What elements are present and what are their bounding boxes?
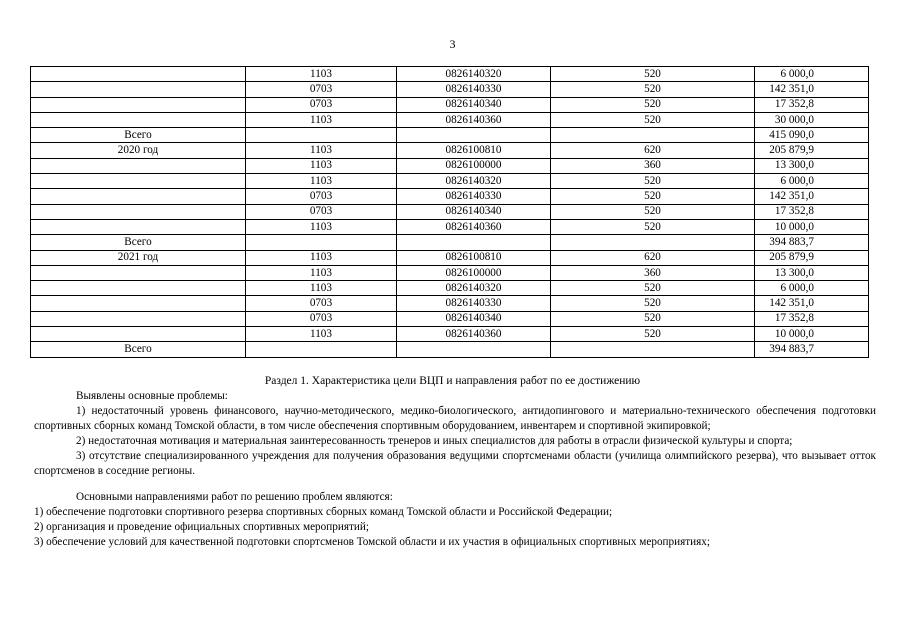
target-item-cell: 0826140320 [397, 174, 551, 189]
expense-type-cell: 520 [551, 204, 755, 219]
year-cell [31, 265, 246, 280]
section-code-cell: 0703 [246, 296, 397, 311]
expense-type-cell: 520 [551, 219, 755, 234]
year-cell [31, 311, 246, 326]
expense-type-cell [551, 235, 755, 250]
target-item-cell: 0826140330 [397, 296, 551, 311]
amount-cell: 17 352,8 [755, 97, 869, 112]
section-code-cell: 0703 [246, 311, 397, 326]
directions-intro: Основными направлениями работ по решению проблем являются: [76, 491, 393, 503]
section-code-cell: 0703 [246, 204, 397, 219]
expense-type-cell: 520 [551, 174, 755, 189]
amount-cell: 13 300,0 [755, 158, 869, 173]
amount-cell: 415 090,0 [755, 128, 869, 143]
amount-cell: 17 352,8 [755, 311, 869, 326]
section-code-cell: 1103 [246, 219, 397, 234]
year-cell [31, 189, 246, 204]
expense-type-cell: 520 [551, 97, 755, 112]
section-code-cell: 1103 [246, 158, 397, 173]
year-cell [31, 97, 246, 112]
year-cell [31, 219, 246, 234]
year-cell [31, 82, 246, 97]
table-row [31, 296, 869, 311]
section-code-cell: 1103 [246, 143, 397, 158]
section-title: Раздел 1. Характеристика цели ВЦП и направления работ по ее достижению [264, 375, 641, 387]
expense-type-cell: 520 [551, 281, 755, 296]
target-item-cell: 0826140340 [397, 311, 551, 326]
expense-type-cell: 620 [551, 143, 755, 158]
amount-cell: 6 000,0 [755, 281, 869, 296]
amount-cell: 142 351,0 [755, 189, 869, 204]
problem-item-2: 2) недостаточная мотивация и материальная заинтересованность тренеров и иных специалистов для работы в отрасли физической культуры и спорта; [76, 435, 793, 447]
target-item-cell: 0826140360 [397, 112, 551, 127]
section-code-cell: 1103 [246, 265, 397, 280]
problem-item-1: 1) недостаточный уровень финансового, научно-методического, медико-биологического, антидопингового и материально-технического обеспечения подготовки спортивных сборных команд Томской области, в том числе обеспечения спортивным оборудованием, инвентарем и спортивной экипировкой; [34, 405, 876, 432]
table-row [31, 265, 869, 280]
table-row [31, 112, 869, 127]
amount-cell: 30 000,0 [755, 112, 869, 127]
amount-cell: 205 879,9 [755, 250, 869, 265]
table-row [31, 67, 869, 82]
expense-type-cell: 520 [551, 67, 755, 82]
direction-item-1: 1) обеспечение подготовки спортивного резерва спортивных сборных команд Томской области и Российской Федерации; [34, 506, 613, 518]
year-cell [31, 112, 246, 127]
section-code-cell: 1103 [246, 327, 397, 342]
year-cell [31, 281, 246, 296]
amount-cell: 10 000,0 [755, 219, 869, 234]
section-code-cell: 1103 [246, 250, 397, 265]
target-item-cell: 0826140320 [397, 281, 551, 296]
direction-item-2: 2) организация и проведение официальных спортивных мероприятий; [34, 521, 369, 533]
table-row [31, 97, 869, 112]
section-code-cell [246, 342, 397, 357]
table-row [31, 235, 869, 250]
section-code-cell: 1103 [246, 67, 397, 82]
target-item-cell: 0826140360 [397, 327, 551, 342]
section-body [34, 389, 876, 550]
table-row [31, 311, 869, 326]
expense-type-cell: 520 [551, 82, 755, 97]
budget-table [30, 66, 869, 358]
target-item-cell [397, 342, 551, 357]
year-cell [31, 174, 246, 189]
section-code-cell: 1103 [246, 174, 397, 189]
expense-type-cell: 520 [551, 311, 755, 326]
year-cell [31, 296, 246, 311]
amount-cell: 13 300,0 [755, 265, 869, 280]
amount-cell: 205 879,9 [755, 143, 869, 158]
target-item-cell: 0826140360 [397, 219, 551, 234]
table-row [31, 342, 869, 357]
table-row [31, 281, 869, 296]
expense-type-cell: 520 [551, 112, 755, 127]
expense-type-cell [551, 128, 755, 143]
expense-type-cell: 360 [551, 158, 755, 173]
year-cell [31, 327, 246, 342]
amount-cell: 17 352,8 [755, 204, 869, 219]
section-code-cell: 1103 [246, 112, 397, 127]
section-code-cell [246, 128, 397, 143]
table-row [31, 158, 869, 173]
year-cell: 2020 год [31, 143, 246, 158]
expense-type-cell: 520 [551, 189, 755, 204]
target-item-cell: 0826100810 [397, 143, 551, 158]
expense-type-cell: 360 [551, 265, 755, 280]
table-row [31, 250, 869, 265]
target-item-cell: 0826140320 [397, 67, 551, 82]
amount-cell: 394 883,7 [755, 342, 869, 357]
section-code-cell: 0703 [246, 189, 397, 204]
section-code-cell: 0703 [246, 97, 397, 112]
year-cell: Всего [31, 342, 246, 357]
table-row [31, 82, 869, 97]
section-code-cell: 0703 [246, 82, 397, 97]
budget-table-body [31, 67, 869, 358]
table-row [31, 128, 869, 143]
expense-type-cell: 620 [551, 250, 755, 265]
target-item-cell: 0826140330 [397, 82, 551, 97]
target-item-cell: 0826140340 [397, 97, 551, 112]
expense-type-cell [551, 342, 755, 357]
expense-type-cell: 520 [551, 327, 755, 342]
problems-intro: Выявлены основные проблемы: [76, 390, 228, 402]
amount-cell: 142 351,0 [755, 296, 869, 311]
amount-cell: 10 000,0 [755, 327, 869, 342]
table-row [31, 189, 869, 204]
target-item-cell: 0826140340 [397, 204, 551, 219]
amount-cell: 6 000,0 [755, 174, 869, 189]
amount-cell: 6 000,0 [755, 67, 869, 82]
amount-cell: 394 883,7 [755, 235, 869, 250]
table-row [31, 174, 869, 189]
year-cell: 2021 год [31, 250, 246, 265]
table-row [31, 204, 869, 219]
table-row [31, 327, 869, 342]
section-code-cell: 1103 [246, 281, 397, 296]
problem-item-3: 3) отсутствие специализированного учреждения для получения образования ведущими спортсменами области (училища олимпийского резерва), что вызывает отток спортсменов в соседние регионы. [34, 450, 876, 477]
target-item-cell: 0826100000 [397, 158, 551, 173]
year-cell [31, 67, 246, 82]
year-cell [31, 204, 246, 219]
direction-item-3: 3) обеспечение условий для качественной подготовки спортсменов Томской области и их участия в официальных спортивных мероприятиях; [34, 536, 710, 548]
target-item-cell: 0826100810 [397, 250, 551, 265]
year-cell [31, 158, 246, 173]
target-item-cell: 0826100000 [397, 265, 551, 280]
target-item-cell [397, 235, 551, 250]
table-row [31, 143, 869, 158]
expense-type-cell: 520 [551, 296, 755, 311]
target-item-cell [397, 128, 551, 143]
section-code-cell [246, 235, 397, 250]
year-cell: Всего [31, 128, 246, 143]
target-item-cell: 0826140330 [397, 189, 551, 204]
page-number: 3 [449, 37, 456, 51]
amount-cell: 142 351,0 [755, 82, 869, 97]
table-row [31, 219, 869, 234]
year-cell: Всего [31, 235, 246, 250]
